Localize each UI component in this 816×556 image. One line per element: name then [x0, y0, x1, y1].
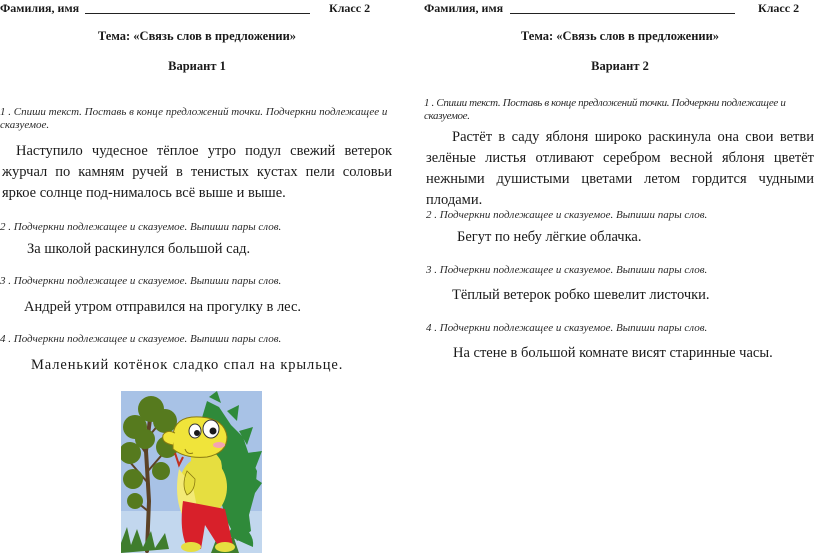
- task-3-instruction: 3 . Подчеркни подлежащее и сказуемое. Выпиши пары слов.: [426, 264, 708, 276]
- name-underline: [85, 13, 310, 14]
- class-label: Класс 2: [758, 1, 800, 15]
- name-label: Фамилия, имя: [424, 1, 504, 15]
- topic-title: Тема: «Связь слов в предложении»: [97, 29, 297, 43]
- task-3-sentence: Андрей утром отправился на прогулку в лес.: [24, 299, 302, 315]
- task-4-sentence: На стене в большой комнате висят старинные часы.: [453, 345, 773, 361]
- header-row: [424, 1, 816, 17]
- task-2-sentence: Бегут по небу лёгкие облачка.: [457, 229, 642, 245]
- name-label: Фамилия, имя: [0, 1, 80, 15]
- task-4-instruction: 4 . Подчеркни подлежащее и сказуемое. Выпиши пары слов.: [426, 322, 708, 334]
- name-underline: [510, 13, 735, 14]
- variant-2-sheet: [424, 0, 816, 556]
- task-1-text: Наступило чудесное тёплое утро подул свежий ветерок журчал по камням ручей в тенистых кустах пели соловьи яркое солнце под-нималось всё выше и выше.: [2, 143, 392, 201]
- task-1-instruction: 1 . Спиши текст. Поставь в конце предложений точки. Подчеркни подлежащее и сказуемое.: [424, 97, 786, 122]
- task-2-instruction: 2 . Подчеркни подлежащее и сказуемое. Выпиши пары слов.: [0, 221, 282, 233]
- task-2-instruction: 2 . Подчеркни подлежащее и сказуемое. Выпиши пары слов.: [426, 209, 708, 221]
- task-3-sentence: Тёплый ветерок робко шевелит листочки.: [452, 287, 710, 303]
- class-label: Класс 2: [329, 1, 371, 15]
- task-1-text: Растёт в саду яблоня широко раскинула она свои ветви зелёные листья отливают серебром весной яблоня цветёт нежными душистыми цветами летом гордится чудными плодами.: [426, 129, 814, 208]
- dragon-icon: [121, 391, 262, 553]
- task-2-sentence: За школой раскинулся большой сад.: [27, 241, 251, 257]
- task-4-instruction: 4 . Подчеркни подлежащее и сказуемое. Выпиши пары слов.: [0, 333, 282, 345]
- task-4-sentence: Маленький котёнок сладко спал на крыльце.: [31, 357, 344, 373]
- task-1-instruction: 1 . Спиши текст. Поставь в конце предложений точки. Подчеркни подлежащее и сказуемое.: [0, 106, 388, 131]
- topic-title: Тема: «Связь слов в предложении»: [520, 29, 720, 43]
- variant-title: Вариант 1: [168, 59, 226, 73]
- task-3-instruction: 3 . Подчеркни подлежащее и сказуемое. Выпиши пары слов.: [0, 275, 282, 287]
- variant-1-sheet: [0, 0, 404, 556]
- header-row: [0, 1, 404, 17]
- variant-title: Вариант 2: [591, 59, 649, 73]
